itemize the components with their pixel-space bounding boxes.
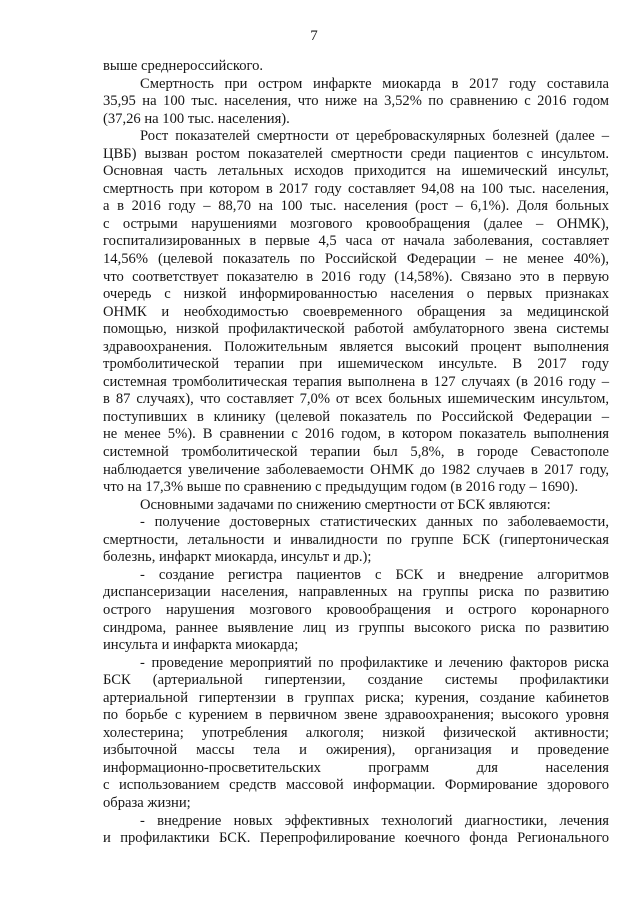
text-line: 14,56% (целевой показатель по Российской Федерации – не менее 40%), [103,251,609,268]
text-line: - проведение мероприятий по профилактике и лечению факторов риска [140,654,609,671]
text-line: (37,26 на 100 тыс. населения). [103,110,290,127]
text-line: и профилактики БСК. Перепрофилирование коечного фонда Регионального [103,830,609,847]
text-line: что на 17,3% выше по сравнению с предыдущим годом (в 2016 году – 1690). [103,479,579,496]
page-number: 7 [310,28,318,44]
text-line: Основными задачами по снижению смертности от БСК являются: [140,496,551,513]
text-line: очередь с низкой информированностью населения о первых признаках [103,286,609,303]
text-line: что соответствует показателю в 2016 году (14,58%). Связано это в первую [103,268,609,285]
text-line: смертности, летальности и инвалидности по группе БСК (гипертоническая [103,531,609,548]
text-line: 35,95 на 100 тыс. населения, что ниже на 3,52% по сравнению с 2016 годом [103,93,609,110]
text-line: Рост показателей смертности от цереброваскулярных болезней (далее – [140,128,609,145]
text-line: Смертность при остром инфаркте миокарда в 2017 году составила [140,75,609,92]
text-line: артериальной гипертензии в группах риска; курения, создание кабинетов [103,689,609,706]
text-line: синдрома, раннее выявление лиц из группы высокого риска по развитию [103,619,609,636]
text-line: информационно-просветительских программ для населения [103,759,609,776]
body-text [103,58,609,848]
text-line: госпитализированных в первые 4,5 часа от начала заболевания, составляет [103,233,609,250]
text-line: - получение достоверных статистических данных по заболеваемости, [140,514,609,531]
text-line: образа жизни; [103,794,191,811]
text-line: БСК (артериальной гипертензии, создание системы профилактики [103,672,609,689]
text-line: инсульта и инфаркта миокарда; [103,637,299,654]
text-line: болезнь, инфаркт миокарда, инсульт и др.); [103,549,372,566]
text-line: системная тромболитическая терапия выполнена в 127 случаях (в 2016 году – [103,373,609,390]
text-line: а в 2016 году – 88,70 на 100 тыс. населения (рост – 6,1%). Доля больных [103,198,609,215]
text-line: с использованием средств массовой информации. Формирование здорового [103,777,609,794]
text-line: смертность при котором в 2017 году составляет 94,08 на 100 тыс. населения, [103,180,609,197]
text-line: системной тромболитической терапии был 5,8%, в городе Севастополе [103,444,609,461]
text-line: здравоохранения. Положительным является высокий процент выполнения [103,338,609,355]
text-line: наблюдается увеличение заболеваемости ОНМК до 1982 случаев в 2017 году, [103,461,609,478]
text-line: выше среднероссийского. [103,58,264,74]
text-line: диспансеризации населения, направленных на группы риска по развитию [103,584,609,601]
text-line: с острыми нарушениями мозгового кровообращения (далее – ОНМК), [103,215,609,232]
text-line: острого нарушения мозгового кровообращения и острого коронарного [103,601,609,618]
text-line: ОНМК и необходимостью своевременного обращения за медицинской [103,303,609,320]
text-line: поступивших в клинику (целевой показатель по Российской Федерации – [103,408,609,425]
text-line: не менее 5%). В сравнении с 2016 годом, в котором показатель выполнения [103,426,609,443]
text-line: избыточной массы тела и ожирения), организация и проведение [103,742,609,759]
text-line: холестерина; употребления алкоголя; низкой физической активности; [103,724,609,741]
text-line: по борьбе с курением в первичном звене здравоохранения; высокого уровня [103,707,609,724]
text-line: - внедрение новых эффективных технологий диагностики, лечения [140,812,609,829]
text-line: - создание регистра пациентов с БСК и внедрение алгоритмов [140,566,609,583]
text-line: в 87 случаях), что составляет 7,0% от всех больных ишемическим инсультом, [103,391,609,408]
text-line: тромболитической терапии при ишемическом инсульте. В 2017 году [103,356,609,373]
text-line: Основная часть летальных исходов приходится на ишемический инсульт, [103,163,609,180]
text-line: помощью, низкой профилактической работой амбулаторного звена системы [103,321,609,338]
text-line: ЦВБ) вызван ростом показателей смертности среди пациентов с инсультом. [103,145,609,162]
